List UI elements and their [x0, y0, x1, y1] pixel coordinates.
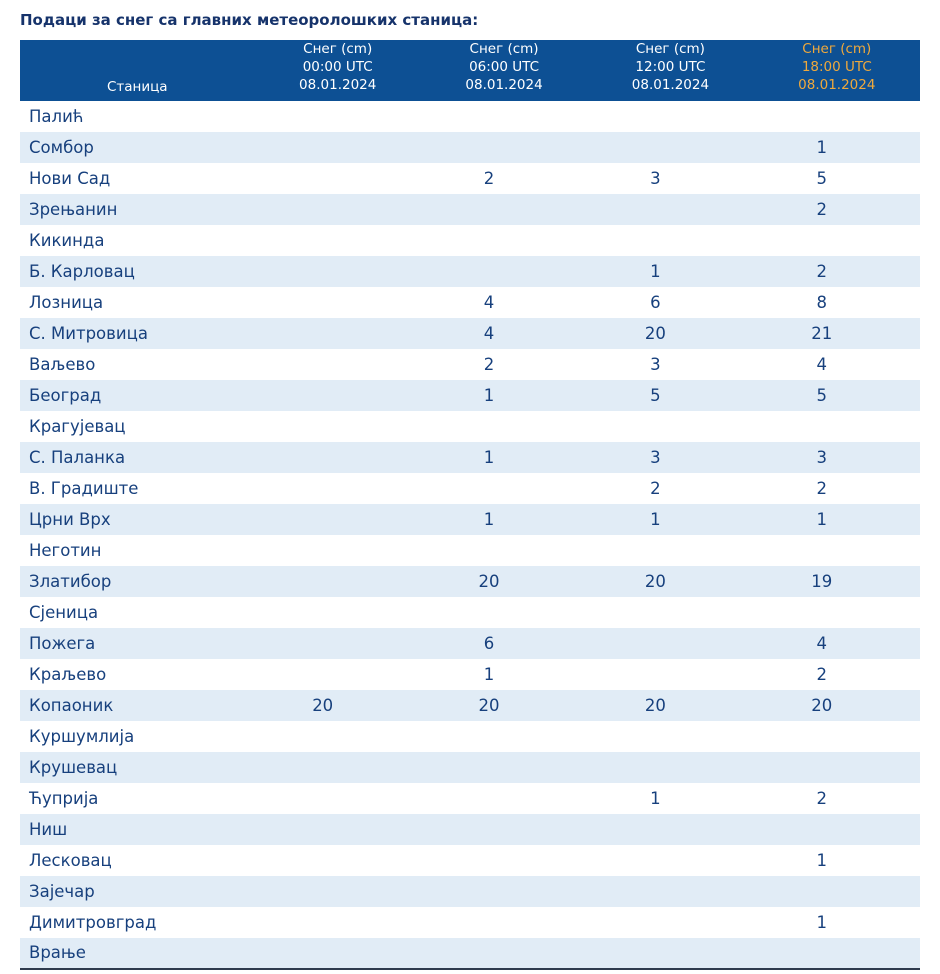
snow-value [255, 721, 421, 752]
snow-value: 20 [312, 695, 334, 715]
snow-value: 2 [816, 199, 828, 219]
snow-value: 2 [650, 478, 661, 498]
snow-value: 20 [478, 571, 500, 591]
snow-value [421, 194, 587, 225]
snow-value: 2 [483, 168, 495, 188]
snow-value [587, 752, 753, 783]
snow-value [587, 132, 753, 163]
snow-value: 8 [816, 292, 828, 312]
column-header-line: 08.01.2024 [798, 77, 876, 94]
snow-value [255, 814, 421, 845]
snow-value: 2 [816, 664, 828, 684]
snow-value: 1 [483, 664, 495, 684]
column-header-line: 08.01.2024 [631, 77, 710, 94]
column-header-line: 06:00 UTC [469, 59, 540, 76]
station-name: Београд [29, 385, 102, 405]
snow-value [255, 163, 421, 194]
snow-value: 20 [644, 571, 666, 591]
snow-value: 20 [644, 323, 666, 343]
table-row [20, 442, 920, 473]
snow-value [255, 659, 421, 690]
snow-value: 2 [816, 261, 828, 281]
snow-value [587, 597, 753, 628]
snow-value [587, 659, 753, 690]
column-header-line: 18:00 UTC [801, 59, 872, 76]
station-name: Крушевац [29, 757, 118, 777]
snow-value [421, 535, 587, 566]
station-name: Врање [29, 943, 86, 963]
table-row [20, 597, 920, 628]
snow-value: 5 [650, 385, 661, 405]
snow-value: 1 [816, 850, 828, 870]
station-name: Куршумлија [29, 726, 135, 746]
table-row [20, 659, 920, 690]
table-row [20, 907, 920, 938]
snow-value [421, 225, 587, 256]
station-name: Копаоник [29, 695, 114, 715]
snow-value: 1 [816, 137, 828, 157]
station-name: Крагујевац [29, 416, 126, 436]
snow-value: 6 [483, 633, 495, 653]
snow-value [255, 349, 421, 380]
station-name: Палић [29, 106, 84, 126]
station-name: Зајечар [29, 881, 95, 901]
snow-value [421, 845, 587, 876]
snow-value [421, 783, 587, 814]
snow-value: 2 [816, 788, 828, 808]
station-name: С. Паланка [29, 447, 126, 467]
table-row [20, 132, 920, 163]
snow-value: 1 [483, 385, 495, 405]
snow-value: 4 [483, 292, 495, 312]
snow-value: 1 [650, 788, 661, 808]
snow-value [421, 876, 587, 907]
table-row [20, 783, 920, 814]
snow-value [421, 473, 587, 504]
column-header-line: 08.01.2024 [299, 77, 377, 94]
snow-value [754, 721, 920, 752]
table-row [20, 349, 920, 380]
column-header-line: Снег (cm) [635, 41, 705, 57]
column-header-3 [754, 40, 920, 101]
column-header-line: Снег (cm) [802, 41, 872, 57]
snow-value: 2 [816, 478, 828, 498]
snow-value [587, 907, 753, 938]
station-name: Сјеница [29, 602, 99, 622]
table-row [20, 845, 920, 876]
table-row [20, 876, 920, 907]
table-header-row [20, 40, 920, 101]
snow-value [587, 411, 753, 442]
snow-value [754, 938, 920, 969]
snow-value [255, 504, 421, 535]
snow-value [255, 783, 421, 814]
snow-value [421, 101, 587, 132]
snow-value [587, 845, 753, 876]
snow-value [255, 566, 421, 597]
snow-value [421, 938, 587, 969]
snow-value: 20 [644, 695, 666, 715]
snow-value [421, 256, 587, 287]
snow-value [587, 535, 753, 566]
table-row [20, 721, 920, 752]
station-name: Ниш [29, 819, 68, 839]
snow-value: 20 [478, 695, 500, 715]
column-header-line: Снег (cm) [303, 41, 373, 57]
column-header-1 [421, 40, 587, 101]
snow-value [754, 225, 920, 256]
snow-value: 4 [483, 323, 495, 343]
snow-value [255, 225, 421, 256]
table-body [20, 101, 920, 969]
snow-value: 1 [816, 509, 828, 529]
snow-value: 20 [811, 695, 833, 715]
station-name: Лозница [29, 292, 104, 312]
station-name: Нови Сад [29, 168, 111, 188]
snow-value [421, 907, 587, 938]
snow-value [421, 721, 587, 752]
snow-value [255, 876, 421, 907]
snow-value [754, 752, 920, 783]
snow-value: 3 [650, 447, 661, 467]
snow-value [421, 132, 587, 163]
table-row [20, 814, 920, 845]
snow-value: 2 [483, 354, 495, 374]
snow-value [255, 473, 421, 504]
snow-value [421, 411, 587, 442]
snow-value: 3 [650, 354, 661, 374]
snow-value [255, 380, 421, 411]
snow-value [255, 101, 421, 132]
snow-value [255, 907, 421, 938]
snow-value: 3 [816, 447, 828, 467]
table-row [20, 380, 920, 411]
snow-value: 21 [811, 323, 833, 343]
table-row [20, 752, 920, 783]
column-header-0 [255, 40, 421, 101]
snow-value [754, 101, 920, 132]
table-head [20, 40, 920, 101]
snow-value [255, 442, 421, 473]
snow-value: 3 [650, 168, 661, 188]
column-header-line: Снег (cm) [469, 41, 539, 57]
snow-value [587, 721, 753, 752]
snow-value [754, 814, 920, 845]
snow-value [255, 194, 421, 225]
snow-value [255, 628, 421, 659]
snow-value: 19 [811, 571, 833, 591]
snow-value [587, 814, 753, 845]
table-row [20, 194, 920, 225]
station-name: Димитровград [29, 912, 157, 932]
snow-value [754, 597, 920, 628]
page-title: Подаци за снег са главних метеоролошких станица: [20, 11, 479, 29]
table-row [20, 628, 920, 659]
snow-value: 5 [816, 168, 828, 188]
snow-value [255, 752, 421, 783]
snow-value [255, 287, 421, 318]
snow-value: 1 [483, 509, 495, 529]
station-name: С. Митровица [29, 323, 148, 343]
snow-report-page [0, 11, 940, 970]
station-name: Б. Карловац [29, 261, 135, 281]
snow-value: 1 [483, 447, 495, 467]
station-name: Сомбор [29, 137, 94, 157]
column-header-line: 08.01.2024 [465, 77, 543, 94]
snow-value [587, 628, 753, 659]
snow-value [255, 132, 421, 163]
station-name: Црни Врх [29, 509, 111, 529]
station-name: Златибор [29, 571, 112, 591]
column-header-station: Станица [20, 40, 255, 101]
snow-value [587, 876, 753, 907]
snow-value [754, 411, 920, 442]
station-name: Лесковац [29, 850, 112, 870]
table-row [20, 938, 920, 969]
table-row [20, 690, 920, 721]
column-header-line: 12:00 UTC [635, 59, 706, 76]
table-row [20, 256, 920, 287]
station-name: В. Градиште [29, 478, 139, 498]
snow-value: 1 [650, 509, 661, 529]
column-header-2 [587, 40, 753, 101]
snow-value [587, 225, 753, 256]
station-name: Кикинда [29, 230, 105, 250]
snow-value: 4 [816, 633, 828, 653]
station-name: Неготин [29, 540, 102, 560]
snow-value: 5 [816, 385, 828, 405]
snow-value [587, 101, 753, 132]
snow-value [255, 938, 421, 969]
station-name: Ваљево [29, 354, 96, 374]
table-row [20, 473, 920, 504]
column-header-line: 00:00 UTC [302, 59, 373, 76]
table-row [20, 163, 920, 194]
snow-value [421, 752, 587, 783]
station-name: Краљево [29, 664, 107, 684]
snow-value [421, 814, 587, 845]
table-row [20, 535, 920, 566]
table-row [20, 566, 920, 597]
table-row [20, 411, 920, 442]
snow-value [255, 845, 421, 876]
station-name: Пожега [29, 633, 96, 653]
table-row [20, 101, 920, 132]
snow-value: 4 [816, 354, 828, 374]
snow-value [754, 876, 920, 907]
snow-value [255, 318, 421, 349]
snow-data-table [20, 40, 920, 970]
snow-value [255, 597, 421, 628]
table-row [20, 225, 920, 256]
snow-value [255, 256, 421, 287]
snow-value [255, 535, 421, 566]
table-row [20, 504, 920, 535]
snow-value: 6 [650, 292, 661, 312]
snow-value: 1 [816, 912, 828, 932]
station-name: Зрењанин [29, 199, 118, 219]
snow-value [587, 194, 753, 225]
station-name: Ћуприја [29, 788, 99, 808]
table-row [20, 318, 920, 349]
snow-value: 1 [650, 261, 661, 281]
snow-value [587, 938, 753, 969]
snow-value [255, 411, 421, 442]
table-row [20, 287, 920, 318]
snow-value [421, 597, 587, 628]
snow-value [754, 535, 920, 566]
